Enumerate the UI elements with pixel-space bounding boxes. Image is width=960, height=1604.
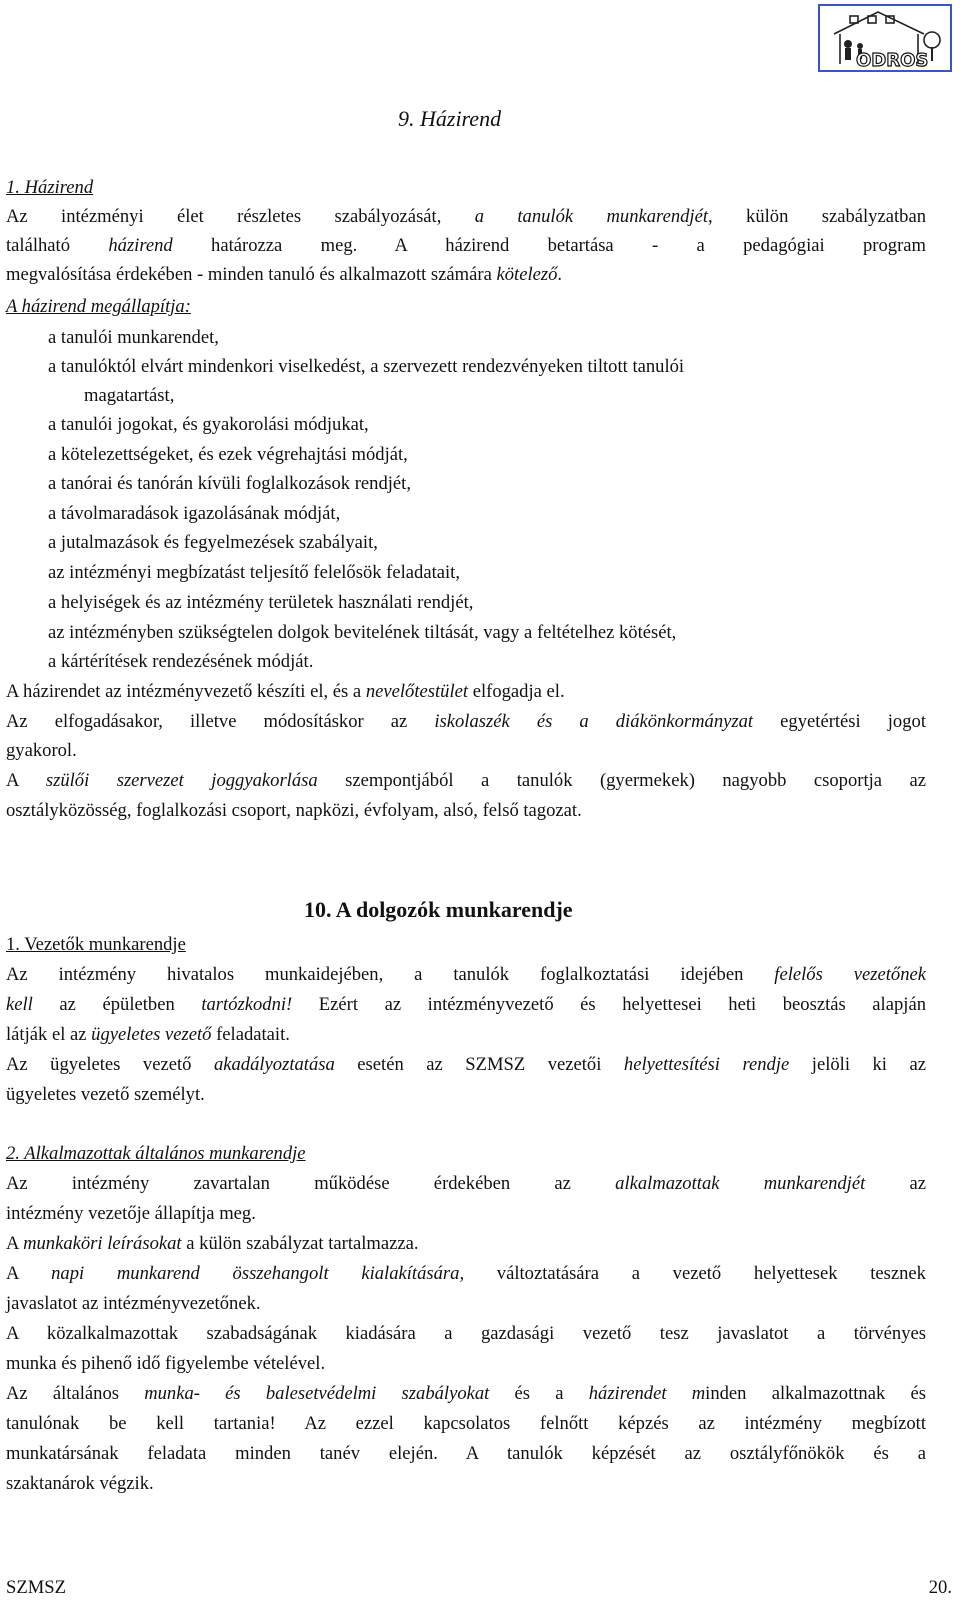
- paragraph-line: található házirend határozza meg. A házirend betartása - a pedagógiai program: [6, 235, 926, 256]
- paragraph-line: Az elfogadásakor, illetve módosításkor az iskolaszék és a diákönkormányzat egyetértési jogot: [6, 711, 926, 732]
- paragraph-line: Az intézmény hivatalos munkaidejében, a tanulók foglalkoztatási idejében felelős vezetőnek: [6, 964, 926, 985]
- paragraph-line: tanulónak be kell tartania! Az ezzel kapcsolatos felnőtt képzés az intézmény megbízott: [6, 1413, 926, 1434]
- list-item: a kártérítések rendezésének módját.: [48, 651, 314, 672]
- paragraph-line: intézmény vezetője állapítja meg.: [6, 1203, 256, 1224]
- list-item: a helyiségek és az intézmény területek használati rendjét,: [48, 592, 474, 613]
- paragraph-line: A napi munkarend összehangolt kialakítására, változtatására a vezető helyettesek tesznek: [6, 1263, 926, 1284]
- list-item: a tanulói munkarendet,: [48, 327, 219, 348]
- list-intro: A házirend megállapítja:: [6, 296, 191, 317]
- list-item: a tanulói jogokat, és gyakorolási módjukat,: [48, 414, 369, 435]
- paragraph-line: gyakorol.: [6, 740, 77, 761]
- paragraph-line: Az intézményi élet részletes szabályozását, a tanulók munkarendjét, külön szabályzatban: [6, 206, 926, 227]
- logo-text: ODROS: [856, 50, 929, 70]
- paragraph-line: Az ügyeletes vezető akadályoztatása esetén az SZMSZ vezetői helyettesítési rendje jelöli ki az: [6, 1054, 926, 1075]
- sub-heading-alkalmazottak: 2. Alkalmazottak általános munkarendje: [6, 1143, 306, 1164]
- paragraph-line: kell az épületben tartózkodni! Ezért az intézményvezető és helyettesei heti beosztás alapján: [6, 994, 926, 1015]
- list-item: a tanulóktól elvárt mindenkori viselkedést, a szervezett rendezvényeken tiltott tanulói: [48, 356, 685, 377]
- list-item: a jutalmazások és fegyelmezések szabályait,: [48, 532, 378, 553]
- paragraph-line: látják el az ügyeletes vezető feladatait.: [6, 1024, 290, 1045]
- footer-doc-label: SZMSZ: [6, 1577, 66, 1598]
- paragraph-line: Az intézmény zavartalan működése érdekében az alkalmazottak munkarendjét az: [6, 1173, 927, 1194]
- paragraph-line: osztályközösség, foglalkozási csoport, napközi, évfolyam, alsó, felső tagozat.: [6, 800, 582, 821]
- paragraph-line: ügyeletes vezető személyt.: [6, 1084, 205, 1105]
- paragraph-line: A házirendet az intézményvezető készíti el, és a nevelőtestület elfogadja el.: [6, 681, 565, 702]
- list-item: a tanórai és tanórán kívüli foglalkozások rendjét,: [48, 473, 411, 494]
- paragraph-line: szaktanárok végzik.: [6, 1473, 154, 1494]
- paragraph-line: megvalósítása érdekében - minden tanuló és alkalmazott számára kötelező.: [6, 264, 563, 285]
- paragraph-line: A munkaköri leírásokat a külön szabályzat tartalmazza.: [6, 1233, 419, 1254]
- paragraph-line: A közalkalmazottak szabadságának kiadására a gazdasági vezető tesz javaslatot a törvényes: [6, 1323, 926, 1344]
- list-item: a távolmaradások igazolásának módját,: [48, 503, 341, 524]
- list-item: az intézményben szükségtelen dolgok bevitelének tiltását, vagy a feltételhez kötését,: [48, 622, 677, 643]
- paragraph-line: munka és pihenő idő figyelembe vételével.: [6, 1353, 326, 1374]
- sub-heading-vezetok: 1. Vezetők munkarendje: [6, 934, 186, 955]
- section-9-title: 9. Házirend: [398, 106, 502, 131]
- list-item: a kötelezettségeket, és ezek végrehajtási módját,: [48, 444, 408, 465]
- paragraph-line: munkatársának feladata minden tanév elején. A tanulók képzését az osztályfőnökök és a: [6, 1443, 926, 1464]
- paragraph-line: javaslatot az intézményvezetőnek.: [6, 1293, 261, 1314]
- section-10-title: 10. A dolgozók munkarendje: [304, 897, 573, 922]
- list-item: magatartást,: [84, 385, 175, 406]
- list-item: az intézményi megbízatást teljesítő felelősök feladatait,: [48, 562, 460, 583]
- school-logo: [818, 4, 952, 72]
- paragraph-line: Az általános munka- és balesetvédelmi szabályokat és a házirendet minden alkalmazottnak és: [6, 1383, 926, 1404]
- page-number: 20.: [928, 1577, 952, 1598]
- paragraph-line: A szülői szervezet joggyakorlása szempontjából a tanulók (gyermekek) nagyobb csoportja az: [6, 770, 926, 791]
- sub-heading-hazirend: 1. Házirend: [6, 177, 94, 198]
